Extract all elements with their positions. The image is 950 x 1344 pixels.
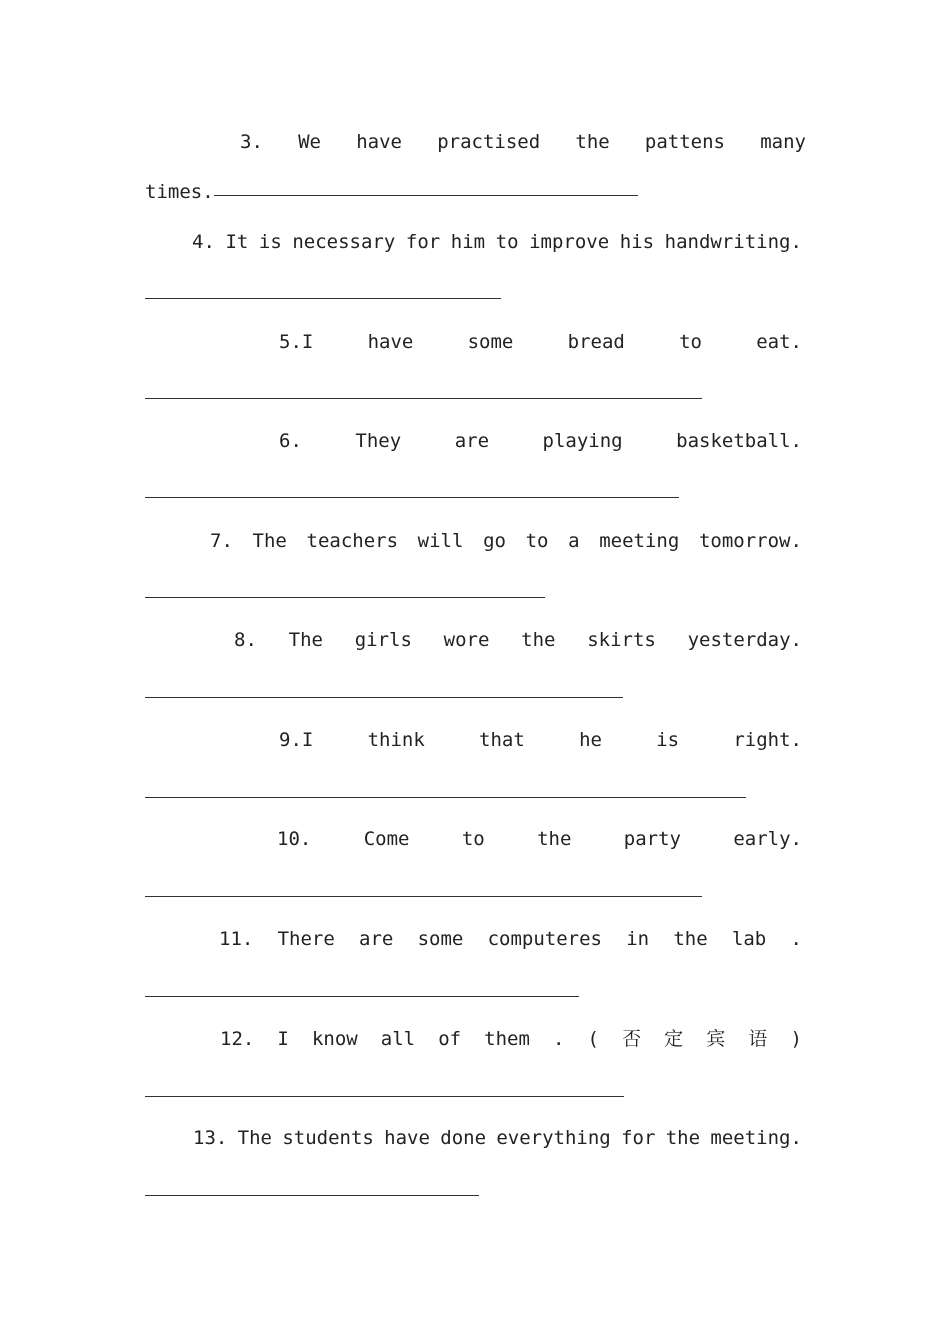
answer-line-6[interactable] [145, 497, 679, 498]
word: done [440, 1127, 487, 1149]
exercise-item-9 [279, 725, 802, 755]
answer-line-12[interactable] [145, 1096, 624, 1097]
answer-line-11[interactable] [145, 996, 579, 997]
answer-line-4[interactable] [145, 298, 501, 299]
word: Come [363, 828, 410, 850]
word: . [553, 1028, 565, 1050]
word: are [359, 928, 394, 950]
word: think [367, 729, 425, 751]
word: We [298, 131, 321, 153]
word: teachers [306, 530, 399, 552]
exercise-item-3 [240, 127, 806, 157]
item-number: 6. [279, 430, 302, 452]
word: wore [443, 629, 490, 651]
answer-line-8[interactable] [145, 697, 623, 698]
word: meeting. [710, 1127, 802, 1149]
exercise-item-11 [219, 924, 802, 954]
word: to [679, 331, 702, 353]
word: 定 [664, 1028, 684, 1050]
word: There [277, 928, 335, 950]
word: I [277, 1028, 289, 1050]
word: the [521, 629, 556, 651]
word: the [665, 1127, 701, 1149]
word: They [355, 430, 402, 452]
word: some [467, 331, 514, 353]
word: computeres [487, 928, 602, 950]
word: meeting [599, 530, 680, 552]
item-number: 10. [277, 828, 312, 850]
exercise-item-4 [192, 227, 802, 257]
word: know [311, 1028, 358, 1050]
item-number: 13. [193, 1127, 228, 1149]
word: have [367, 331, 414, 353]
word: The [252, 530, 287, 552]
word: he [579, 729, 602, 751]
item-number: 5.I [279, 331, 314, 353]
word: to [495, 231, 519, 253]
word: is [258, 231, 282, 253]
exercise-item-8 [234, 625, 802, 655]
item-number: 3. [240, 131, 263, 153]
word: have [356, 131, 402, 153]
word: the [537, 828, 572, 850]
word: lab [731, 928, 767, 950]
word: It [225, 231, 249, 253]
word: to [525, 530, 549, 552]
exercise-item-12 [220, 1024, 802, 1054]
word: the [575, 131, 610, 153]
word: necessary [292, 231, 396, 253]
exercise-item-10 [277, 824, 802, 854]
word: eat. [756, 331, 802, 353]
word: that [479, 729, 525, 751]
word: is [656, 729, 680, 751]
word: have [384, 1127, 430, 1149]
word: of [438, 1028, 462, 1050]
answer-blank[interactable] [214, 194, 638, 196]
word: are [454, 430, 490, 452]
word: times. [145, 181, 214, 203]
word: will [417, 530, 464, 552]
word: in [626, 928, 650, 950]
word: all [380, 1028, 416, 1050]
word: students [282, 1127, 374, 1149]
word: many [760, 131, 806, 153]
answer-line-9[interactable] [145, 797, 746, 798]
item-number: 7. [210, 530, 233, 552]
exercise-item-13 [193, 1123, 802, 1153]
word: go [483, 530, 506, 552]
word: his [619, 231, 655, 253]
exercise-item-5 [279, 327, 802, 357]
answer-line-13[interactable] [145, 1195, 479, 1196]
item-number: 8. [234, 629, 257, 651]
word: 否 [622, 1028, 642, 1050]
word: right. [733, 729, 802, 751]
word: bread [567, 331, 625, 353]
word: pattens [644, 131, 725, 153]
word: a [568, 530, 580, 552]
word: skirts [587, 629, 656, 651]
word: ) [790, 1028, 802, 1050]
item-number: 11. [219, 928, 254, 950]
word: them [484, 1028, 530, 1050]
word: 语 [748, 1028, 768, 1050]
word: . [790, 928, 802, 950]
answer-line-7[interactable] [145, 597, 545, 598]
word: him [450, 231, 486, 253]
answer-line-10[interactable] [145, 896, 702, 897]
word: practised [437, 131, 541, 153]
word: tomorrow. [698, 530, 802, 552]
exercise-item-7 [210, 526, 802, 556]
word: everything [496, 1127, 611, 1149]
exercise-item-3-continuation [145, 177, 802, 207]
word: girls [354, 629, 412, 651]
word: improve [529, 231, 610, 253]
word: for [621, 1127, 656, 1149]
word: The [288, 629, 323, 651]
word: to [461, 828, 485, 850]
word: The [237, 1127, 272, 1149]
word: early. [733, 828, 802, 850]
word: ( [587, 1028, 599, 1050]
word: handwriting. [664, 231, 802, 253]
item-number: 4. [192, 231, 215, 253]
word: yesterday. [687, 629, 802, 651]
item-number: 9.I [279, 729, 314, 751]
exercise-item-6 [279, 426, 802, 456]
word: party [623, 828, 681, 850]
word: for [405, 231, 441, 253]
answer-line-5[interactable] [145, 398, 702, 399]
word: basketball. [676, 430, 802, 452]
item-number: 12. [220, 1028, 255, 1050]
word: playing [542, 430, 623, 452]
word: 宾 [706, 1028, 726, 1050]
word: the [673, 928, 708, 950]
word: some [417, 928, 464, 950]
